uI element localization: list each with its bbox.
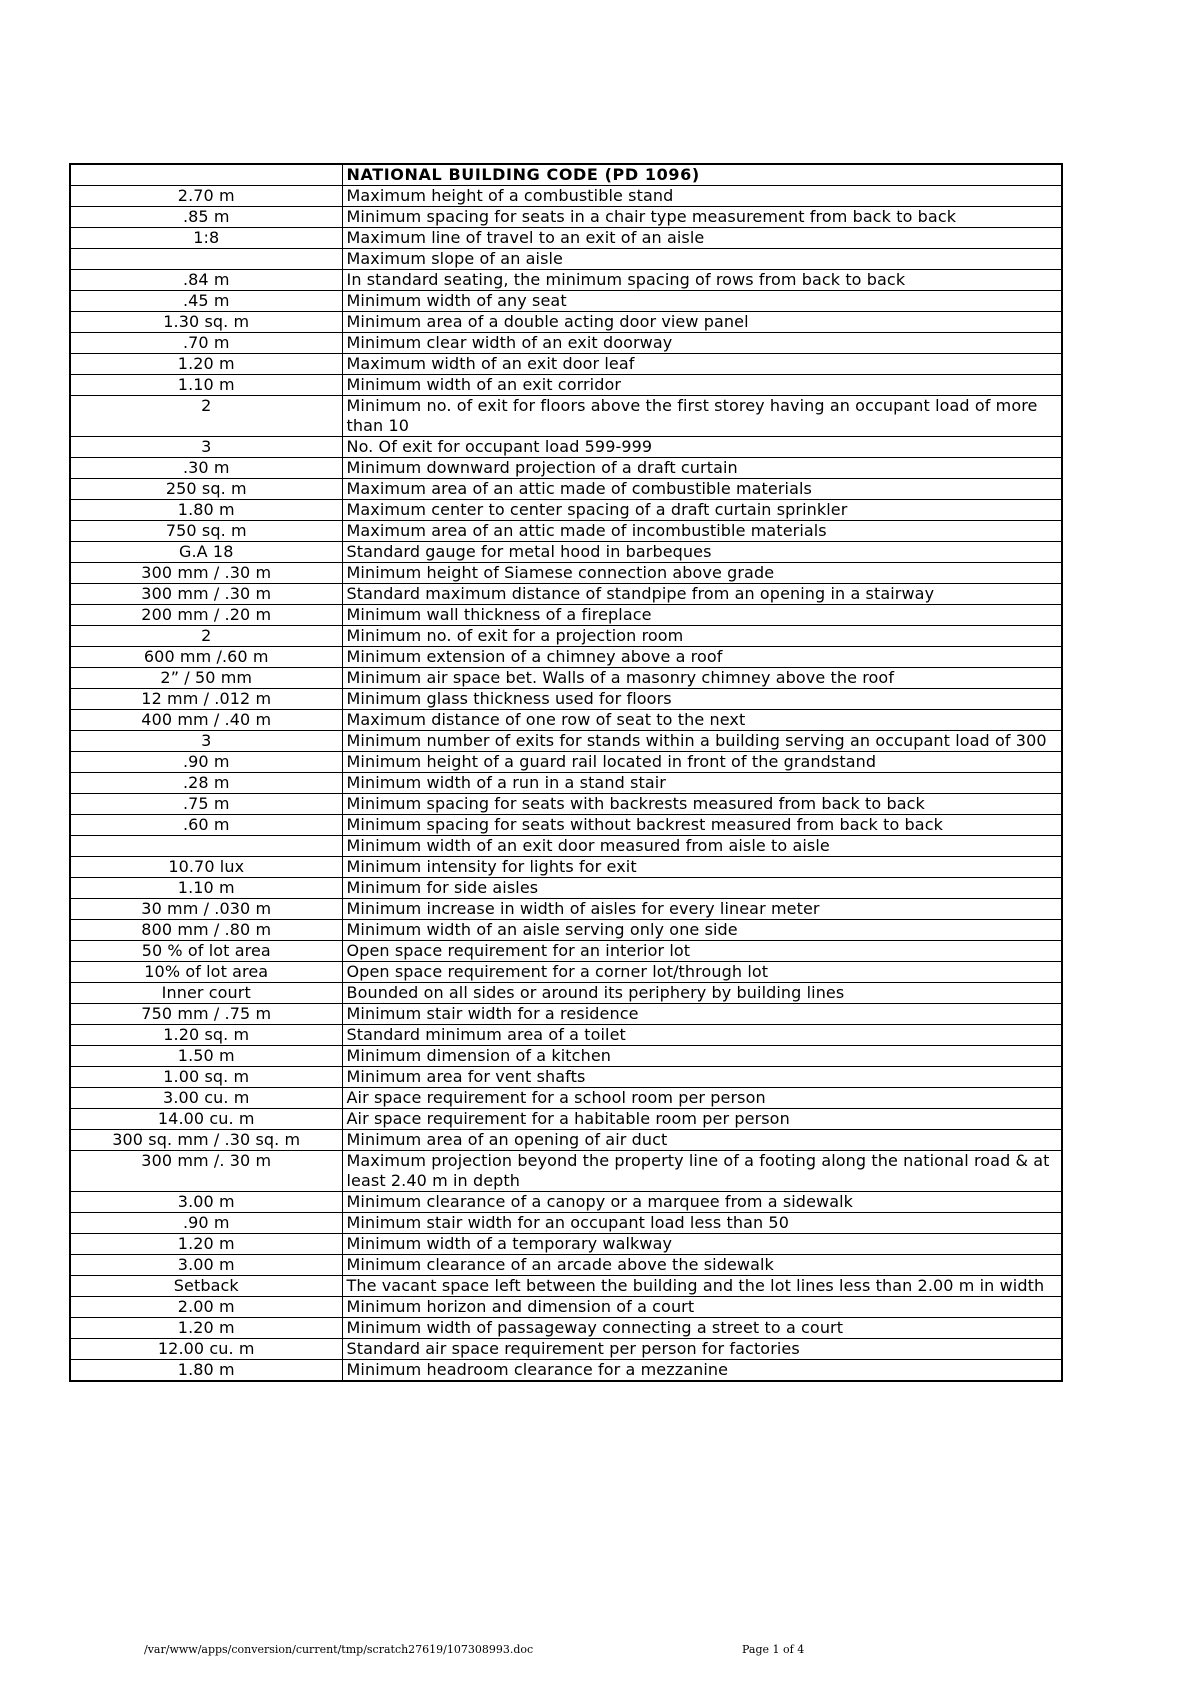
description-cell: Minimum width of a temporary walkway xyxy=(342,1234,1062,1255)
description-cell: Minimum width of an exit door measured from aisle to aisle xyxy=(342,836,1062,857)
table-row xyxy=(70,479,1062,500)
description-cell: Open space requirement for a corner lot/through lot xyxy=(342,962,1062,983)
document-sheet xyxy=(69,163,1061,1382)
table-row xyxy=(70,1025,1062,1046)
value-cell: 200 mm / .20 m xyxy=(70,605,342,626)
description-cell: Standard minimum area of a toilet xyxy=(342,1025,1062,1046)
description-cell: Maximum height of a combustible stand xyxy=(342,186,1062,207)
value-cell: 1.10 m xyxy=(70,878,342,899)
footer-page-number: Page 1 of 4 xyxy=(742,1643,805,1656)
description-cell: No. Of exit for occupant load 599-999 xyxy=(342,437,1062,458)
value-cell: 300 mm / .30 m xyxy=(70,584,342,605)
value-cell: 1.20 m xyxy=(70,1318,342,1339)
table-row xyxy=(70,668,1062,689)
table-row xyxy=(70,1109,1062,1130)
value-cell: .28 m xyxy=(70,773,342,794)
table-title: NATIONAL BUILDING CODE (PD 1096) xyxy=(342,164,1062,186)
table-row xyxy=(70,857,1062,878)
table-row xyxy=(70,1234,1062,1255)
table-row xyxy=(70,1360,1062,1382)
table-row xyxy=(70,920,1062,941)
table-row xyxy=(70,396,1062,437)
table-row xyxy=(70,1151,1062,1192)
value-cell: 1:8 xyxy=(70,228,342,249)
description-cell: Minimum area of a double acting door view panel xyxy=(342,312,1062,333)
value-cell: .45 m xyxy=(70,291,342,312)
description-cell: Minimum extension of a chimney above a roof xyxy=(342,647,1062,668)
footer-file-path: /var/www/apps/conversion/current/tmp/scratch27619/107308993.doc xyxy=(144,1643,534,1656)
value-cell: Setback xyxy=(70,1276,342,1297)
table-row xyxy=(70,312,1062,333)
description-cell: Maximum width of an exit door leaf xyxy=(342,354,1062,375)
description-cell: Minimum glass thickness used for floors xyxy=(342,689,1062,710)
table-row xyxy=(70,333,1062,354)
value-cell: 1.20 m xyxy=(70,354,342,375)
value-cell: Inner court xyxy=(70,983,342,1004)
table-row xyxy=(70,605,1062,626)
description-cell: Minimum stair width for a residence xyxy=(342,1004,1062,1025)
description-cell: Minimum area of an opening of air duct xyxy=(342,1130,1062,1151)
description-cell: Minimum height of a guard rail located in front of the grandstand xyxy=(342,752,1062,773)
table-row xyxy=(70,878,1062,899)
table-row xyxy=(70,270,1062,291)
value-cell: 10% of lot area xyxy=(70,962,342,983)
description-cell: Maximum projection beyond the property line of a footing along the national road & at least 2.40 m in depth xyxy=(342,1151,1062,1192)
description-cell: Minimum for side aisles xyxy=(342,878,1062,899)
value-cell xyxy=(70,249,342,270)
value-cell: 30 mm / .030 m xyxy=(70,899,342,920)
description-cell: Maximum slope of an aisle xyxy=(342,249,1062,270)
table-row xyxy=(70,941,1062,962)
value-cell: 250 sq. m xyxy=(70,479,342,500)
table-row xyxy=(70,731,1062,752)
table-row xyxy=(70,1318,1062,1339)
description-cell: Minimum no. of exit for a projection room xyxy=(342,626,1062,647)
description-cell: Minimum stair width for an occupant load less than 50 xyxy=(342,1213,1062,1234)
table-row xyxy=(70,710,1062,731)
table-row xyxy=(70,689,1062,710)
value-cell: 1.10 m xyxy=(70,375,342,396)
description-cell: Maximum area of an attic made of combustible materials xyxy=(342,479,1062,500)
value-cell: 10.70 lux xyxy=(70,857,342,878)
table-header-row xyxy=(70,164,1062,186)
value-cell: 50 % of lot area xyxy=(70,941,342,962)
description-cell: Minimum downward projection of a draft curtain xyxy=(342,458,1062,479)
table-row xyxy=(70,521,1062,542)
value-cell: 14.00 cu. m xyxy=(70,1109,342,1130)
description-cell: Maximum distance of one row of seat to the next xyxy=(342,710,1062,731)
description-cell: Minimum no. of exit for floors above the first storey having an occupant load of more than 10 xyxy=(342,396,1062,437)
value-cell: G.A 18 xyxy=(70,542,342,563)
table-row xyxy=(70,1255,1062,1276)
value-cell: 3 xyxy=(70,437,342,458)
building-code-table xyxy=(69,163,1063,1382)
description-cell: Bounded on all sides or around its periphery by building lines xyxy=(342,983,1062,1004)
value-cell: 3.00 m xyxy=(70,1192,342,1213)
table-row xyxy=(70,354,1062,375)
table-row xyxy=(70,773,1062,794)
value-cell: 300 mm /. 30 m xyxy=(70,1151,342,1192)
table-row xyxy=(70,794,1062,815)
table-row xyxy=(70,1046,1062,1067)
value-cell: 12 mm / .012 m xyxy=(70,689,342,710)
description-cell: Standard maximum distance of standpipe from an opening in a stairway xyxy=(342,584,1062,605)
value-cell: .60 m xyxy=(70,815,342,836)
value-cell: .85 m xyxy=(70,207,342,228)
value-cell: 1.30 sq. m xyxy=(70,312,342,333)
description-cell: Minimum air space bet. Walls of a masonry chimney above the roof xyxy=(342,668,1062,689)
table-row xyxy=(70,983,1062,1004)
description-cell: Minimum width of a run in a stand stair xyxy=(342,773,1062,794)
description-cell: Minimum clearance of an arcade above the sidewalk xyxy=(342,1255,1062,1276)
table-row xyxy=(70,1067,1062,1088)
description-cell: Open space requirement for an interior lot xyxy=(342,941,1062,962)
value-cell: 300 sq. mm / .30 sq. m xyxy=(70,1130,342,1151)
description-cell: Minimum width of an aisle serving only one side xyxy=(342,920,1062,941)
value-cell: 2.00 m xyxy=(70,1297,342,1318)
description-cell: Maximum area of an attic made of incombustible materials xyxy=(342,521,1062,542)
value-cell: 800 mm / .80 m xyxy=(70,920,342,941)
table-row xyxy=(70,1213,1062,1234)
description-cell: Minimum width of an exit corridor xyxy=(342,375,1062,396)
value-cell: 1.50 m xyxy=(70,1046,342,1067)
table-row xyxy=(70,500,1062,521)
table-row xyxy=(70,1088,1062,1109)
value-cell: .75 m xyxy=(70,794,342,815)
table-row xyxy=(70,186,1062,207)
value-cell: 3.00 m xyxy=(70,1255,342,1276)
description-cell: Minimum dimension of a kitchen xyxy=(342,1046,1062,1067)
value-cell: .90 m xyxy=(70,1213,342,1234)
value-cell: 2.70 m xyxy=(70,186,342,207)
description-cell: Air space requirement for a school room per person xyxy=(342,1088,1062,1109)
table-row xyxy=(70,291,1062,312)
table-row xyxy=(70,1339,1062,1360)
table-row xyxy=(70,1004,1062,1025)
table-row xyxy=(70,458,1062,479)
value-cell: 750 sq. m xyxy=(70,521,342,542)
description-cell: Minimum clear width of an exit doorway xyxy=(342,333,1062,354)
value-cell: 400 mm / .40 m xyxy=(70,710,342,731)
description-cell: Minimum height of Siamese connection above grade xyxy=(342,563,1062,584)
description-cell: Minimum headroom clearance for a mezzanine xyxy=(342,1360,1062,1382)
table-row xyxy=(70,899,1062,920)
value-cell: 1.20 sq. m xyxy=(70,1025,342,1046)
table-row xyxy=(70,249,1062,270)
description-cell: Minimum width of any seat xyxy=(342,291,1062,312)
table-row xyxy=(70,815,1062,836)
description-cell: Minimum spacing for seats with backrests measured from back to back xyxy=(342,794,1062,815)
value-cell: 1.00 sq. m xyxy=(70,1067,342,1088)
description-cell: Minimum increase in width of aisles for every linear meter xyxy=(342,899,1062,920)
description-cell: Air space requirement for a habitable room per person xyxy=(342,1109,1062,1130)
table-row xyxy=(70,752,1062,773)
value-cell: .90 m xyxy=(70,752,342,773)
value-cell: 2 xyxy=(70,396,342,437)
value-cell: 3.00 cu. m xyxy=(70,1088,342,1109)
value-cell: .84 m xyxy=(70,270,342,291)
value-cell: 2” / 50 mm xyxy=(70,668,342,689)
table-row xyxy=(70,542,1062,563)
value-cell: 1.80 m xyxy=(70,1360,342,1382)
description-cell: Minimum width of passageway connecting a street to a court xyxy=(342,1318,1062,1339)
value-cell: 750 mm / .75 m xyxy=(70,1004,342,1025)
value-cell: .70 m xyxy=(70,333,342,354)
description-cell: Minimum number of exits for stands within a building serving an occupant load of 300 xyxy=(342,731,1062,752)
description-cell: Minimum clearance of a canopy or a marquee from a sidewalk xyxy=(342,1192,1062,1213)
table-row xyxy=(70,836,1062,857)
table-row xyxy=(70,228,1062,249)
table-body xyxy=(70,164,1062,1381)
description-cell: Maximum center to center spacing of a draft curtain sprinkler xyxy=(342,500,1062,521)
value-cell: 1.20 m xyxy=(70,1234,342,1255)
table-row xyxy=(70,1276,1062,1297)
description-cell: Standard air space requirement per person for factories xyxy=(342,1339,1062,1360)
value-cell: 600 mm /.60 m xyxy=(70,647,342,668)
description-cell: The vacant space left between the building and the lot lines less than 2.00 m in width xyxy=(342,1276,1062,1297)
description-cell: In standard seating, the minimum spacing of rows from back to back xyxy=(342,270,1062,291)
table-row xyxy=(70,207,1062,228)
value-cell: 300 mm / .30 m xyxy=(70,563,342,584)
table-row xyxy=(70,647,1062,668)
description-cell: Minimum horizon and dimension of a court xyxy=(342,1297,1062,1318)
table-row xyxy=(70,375,1062,396)
value-cell: 2 xyxy=(70,626,342,647)
value-cell: 1.80 m xyxy=(70,500,342,521)
header-value-cell xyxy=(70,164,342,186)
description-cell: Standard gauge for metal hood in barbeques xyxy=(342,542,1062,563)
value-cell: 12.00 cu. m xyxy=(70,1339,342,1360)
table-row xyxy=(70,626,1062,647)
value-cell xyxy=(70,836,342,857)
description-cell: Minimum area for vent shafts xyxy=(342,1067,1062,1088)
table-row xyxy=(70,437,1062,458)
description-cell: Minimum intensity for lights for exit xyxy=(342,857,1062,878)
value-cell: .30 m xyxy=(70,458,342,479)
table-row xyxy=(70,563,1062,584)
description-cell: Minimum spacing for seats without backrest measured from back to back xyxy=(342,815,1062,836)
table-row xyxy=(70,1130,1062,1151)
value-cell: 3 xyxy=(70,731,342,752)
table-row xyxy=(70,584,1062,605)
description-cell: Minimum spacing for seats in a chair type measurement from back to back xyxy=(342,207,1062,228)
description-cell: Minimum wall thickness of a fireplace xyxy=(342,605,1062,626)
description-cell: Maximum line of travel to an exit of an aisle xyxy=(342,228,1062,249)
table-row xyxy=(70,1192,1062,1213)
table-row xyxy=(70,1297,1062,1318)
table-row xyxy=(70,962,1062,983)
